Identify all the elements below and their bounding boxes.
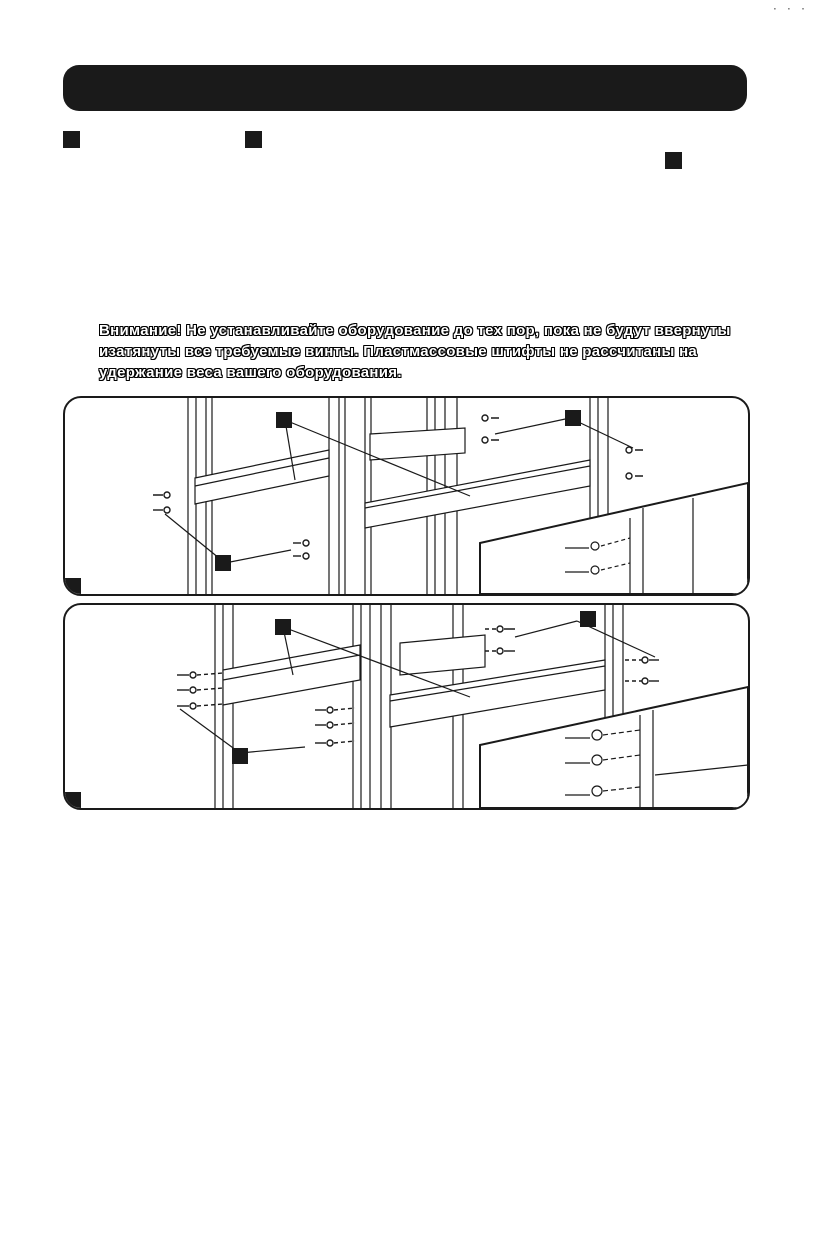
callout-marker-c <box>665 152 682 169</box>
step-number-badge <box>65 792 81 808</box>
step-number-badge <box>65 578 81 594</box>
rack-rail-install-diagram-2 <box>65 605 748 808</box>
rack-rail-install-diagram-1 <box>65 398 748 594</box>
section-title-bar <box>63 65 747 111</box>
callout-marker-a <box>63 131 80 148</box>
corner-marks: · · · <box>771 4 807 15</box>
callout-a <box>276 412 292 428</box>
step-2-figure <box>63 603 750 810</box>
warning-line-2: изатянуты все требуемые винты. Пластмассовые штифты не рассчитаны на <box>99 343 698 360</box>
callout-marker-b <box>245 131 262 148</box>
warning-line-3: удержание веса вашего оборудования. <box>99 364 402 381</box>
step-1-figure <box>63 396 750 596</box>
warning-line-1: Внимание! Не устанавливайте оборудование до тех пор, пока не будут ввернуты <box>99 322 731 339</box>
warning-text <box>99 320 749 383</box>
